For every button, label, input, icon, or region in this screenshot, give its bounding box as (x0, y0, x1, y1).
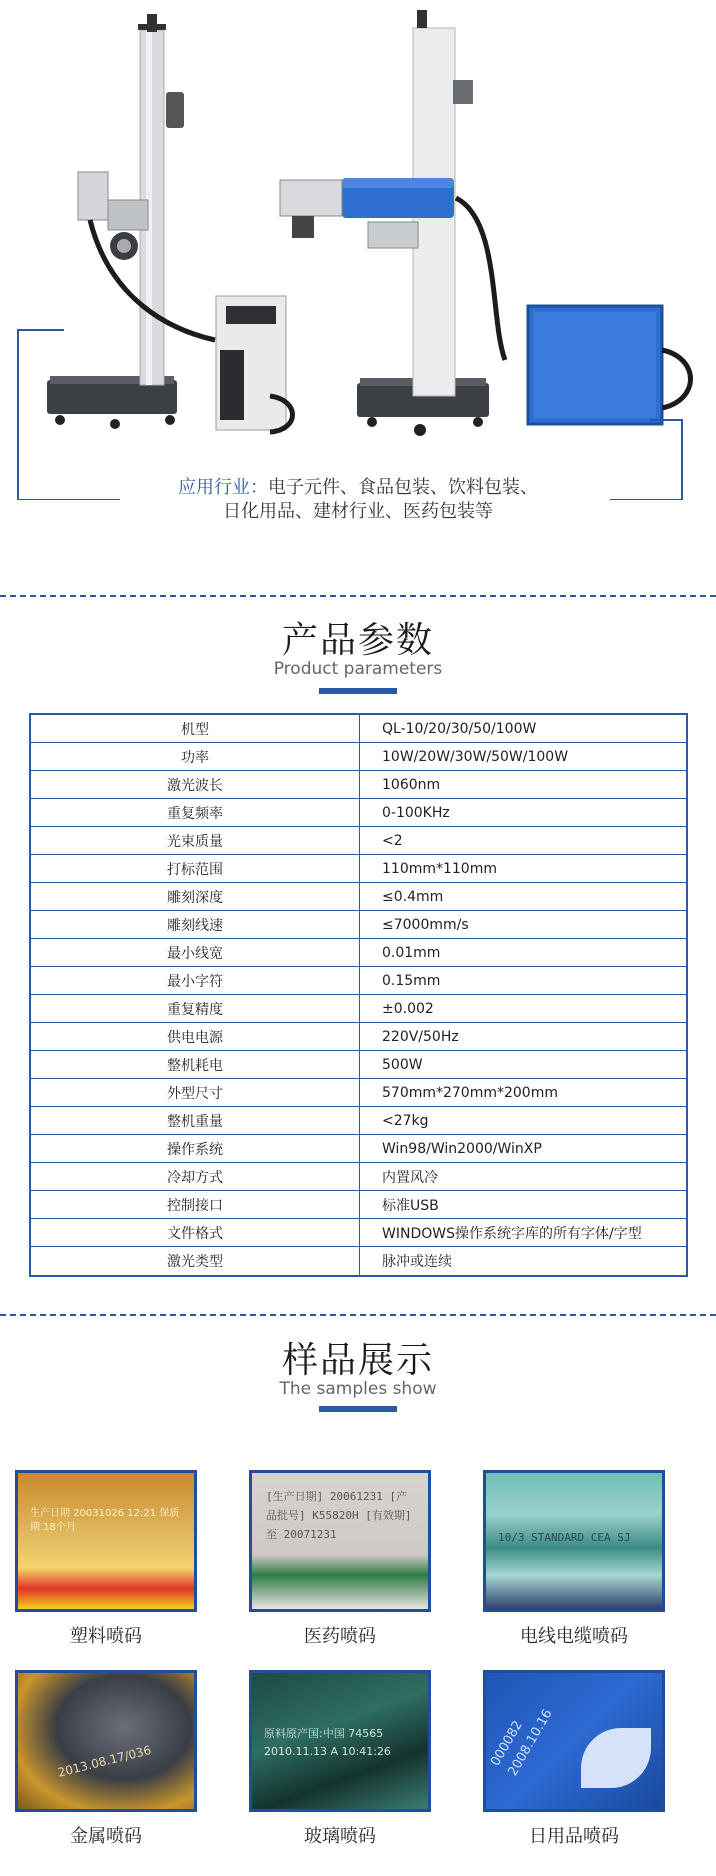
param-value: QL-10/20/30/50/100W (382, 720, 537, 737)
table-row (31, 995, 686, 1023)
param-name: 最小线宽 (31, 939, 360, 966)
samples-title-bar (319, 1406, 397, 1412)
param-name: 供电电源 (31, 1023, 360, 1050)
sample-mark-text: [生产日期] 20061231 [产品批号] K55820H [有效期]至 20071231 (266, 1490, 412, 1541)
params-table (29, 713, 688, 1277)
param-value: 脉冲或连续 (382, 1254, 452, 1270)
param-name: 冷却方式 (31, 1163, 360, 1190)
sample-mark-text: 2013.08.17/036 (56, 1743, 153, 1780)
param-value: 110mm*110mm (382, 860, 497, 877)
sample-mark-text: 生产日期 20031026 12:21 保质期 18个月 (30, 1508, 180, 1533)
param-value: Win98/Win2000/WinXP (382, 1140, 542, 1157)
sample-mark-text: 000082 2008.10.16 (488, 1706, 556, 1779)
param-name: 外型尺寸 (31, 1079, 360, 1106)
application-label: 应用行业： (178, 477, 268, 498)
param-value: 内置风冷 (382, 1169, 438, 1186)
table-row (31, 1247, 686, 1275)
sample-image-plastic (15, 1470, 197, 1612)
sample-caption: 玻璃喷码 (304, 1826, 376, 1847)
application-line1: 电子元件、食品包装、饮料包装、 (268, 477, 538, 498)
param-value: WINDOWS操作系统字库的所有字体/字型 (382, 1225, 642, 1242)
param-value: 1060nm (382, 776, 441, 793)
samples-title: 样品展示 (281, 1340, 434, 1381)
application-line2: 日化用品、建材行业、医药包装等 (223, 501, 493, 522)
param-value: 10W/20W/30W/50W/100W (382, 748, 569, 765)
section-divider (0, 595, 716, 597)
param-value: 0-100KHz (382, 804, 450, 821)
param-name: 光束质量 (31, 827, 360, 854)
table-row (31, 911, 686, 939)
param-value: 500W (382, 1056, 423, 1073)
param-name: 雕刻深度 (31, 883, 360, 910)
param-name: 机型 (31, 715, 360, 742)
param-name: 重复精度 (31, 995, 360, 1022)
sample-caption: 塑料喷码 (70, 1626, 142, 1647)
sample-mark-text: 原料原产国:中国 74565 2010.11.13 A 10:41:26 (264, 1727, 391, 1758)
sample-image-cable (483, 1470, 665, 1612)
sample-image-medicine (249, 1470, 431, 1612)
sample-caption: 金属喷码 (70, 1826, 142, 1847)
samples-subtitle: The samples show (279, 1379, 437, 1399)
table-row (31, 967, 686, 995)
hero-machine-photo (0, 0, 716, 500)
table-row (31, 771, 686, 799)
right-machine (280, 10, 691, 436)
param-name: 打标范围 (31, 855, 360, 882)
param-name: 文件格式 (31, 1219, 360, 1246)
param-name: 重复频率 (31, 799, 360, 826)
params-subtitle: Product parameters (273, 659, 443, 679)
param-value: ≤7000mm/s (382, 916, 469, 933)
param-name: 最小字符 (31, 967, 360, 994)
sample-caption: 日用品喷码 (529, 1826, 619, 1847)
table-row (31, 1191, 686, 1219)
param-name: 激光类型 (31, 1247, 360, 1275)
param-name: 整机耗电 (31, 1051, 360, 1078)
left-bracket (18, 330, 64, 500)
section-divider (0, 1314, 716, 1316)
param-name: 激光波长 (31, 771, 360, 798)
table-row (31, 1163, 686, 1191)
table-row (31, 1219, 686, 1247)
left-machine (47, 14, 293, 432)
param-value: <2 (382, 832, 403, 849)
sample-caption: 医药喷码 (304, 1626, 376, 1647)
param-value: ±0.002 (382, 1000, 434, 1017)
param-name: 操作系统 (31, 1135, 360, 1162)
sample-image-metal (15, 1670, 197, 1812)
table-row (31, 1135, 686, 1163)
table-row (31, 743, 686, 771)
params-title-bar (319, 688, 397, 694)
param-name: 功率 (31, 743, 360, 770)
param-name: 控制接口 (31, 1191, 360, 1218)
table-row (31, 855, 686, 883)
param-value: 220V/50Hz (382, 1028, 459, 1045)
sample-mark-text: 10/3 STANDARD CEA SJ (498, 1531, 631, 1544)
param-value: 0.01mm (382, 944, 441, 961)
sample-image-glass (249, 1670, 431, 1812)
sample-caption: 电线电缆喷码 (520, 1626, 628, 1647)
sample-image-daily-goods (483, 1670, 665, 1812)
param-name: 整机重量 (31, 1107, 360, 1134)
table-row (31, 939, 686, 967)
params-title: 产品参数 (281, 620, 434, 661)
param-value: ≤0.4mm (382, 888, 444, 905)
table-row (31, 799, 686, 827)
table-row (31, 1023, 686, 1051)
param-value: 0.15mm (382, 972, 441, 989)
logo-shape (581, 1728, 651, 1788)
table-row (31, 1107, 686, 1135)
param-value: <27kg (382, 1112, 429, 1129)
table-row (31, 1079, 686, 1107)
laser-marker-illustration (0, 0, 716, 500)
table-row (31, 883, 686, 911)
param-value: 570mm*270mm*200mm (382, 1084, 558, 1101)
table-row (31, 827, 686, 855)
application-industries (0, 476, 716, 524)
table-row (31, 715, 686, 743)
table-row (31, 1051, 686, 1079)
param-name: 雕刻线速 (31, 911, 360, 938)
param-value: 标准USB (382, 1197, 439, 1214)
